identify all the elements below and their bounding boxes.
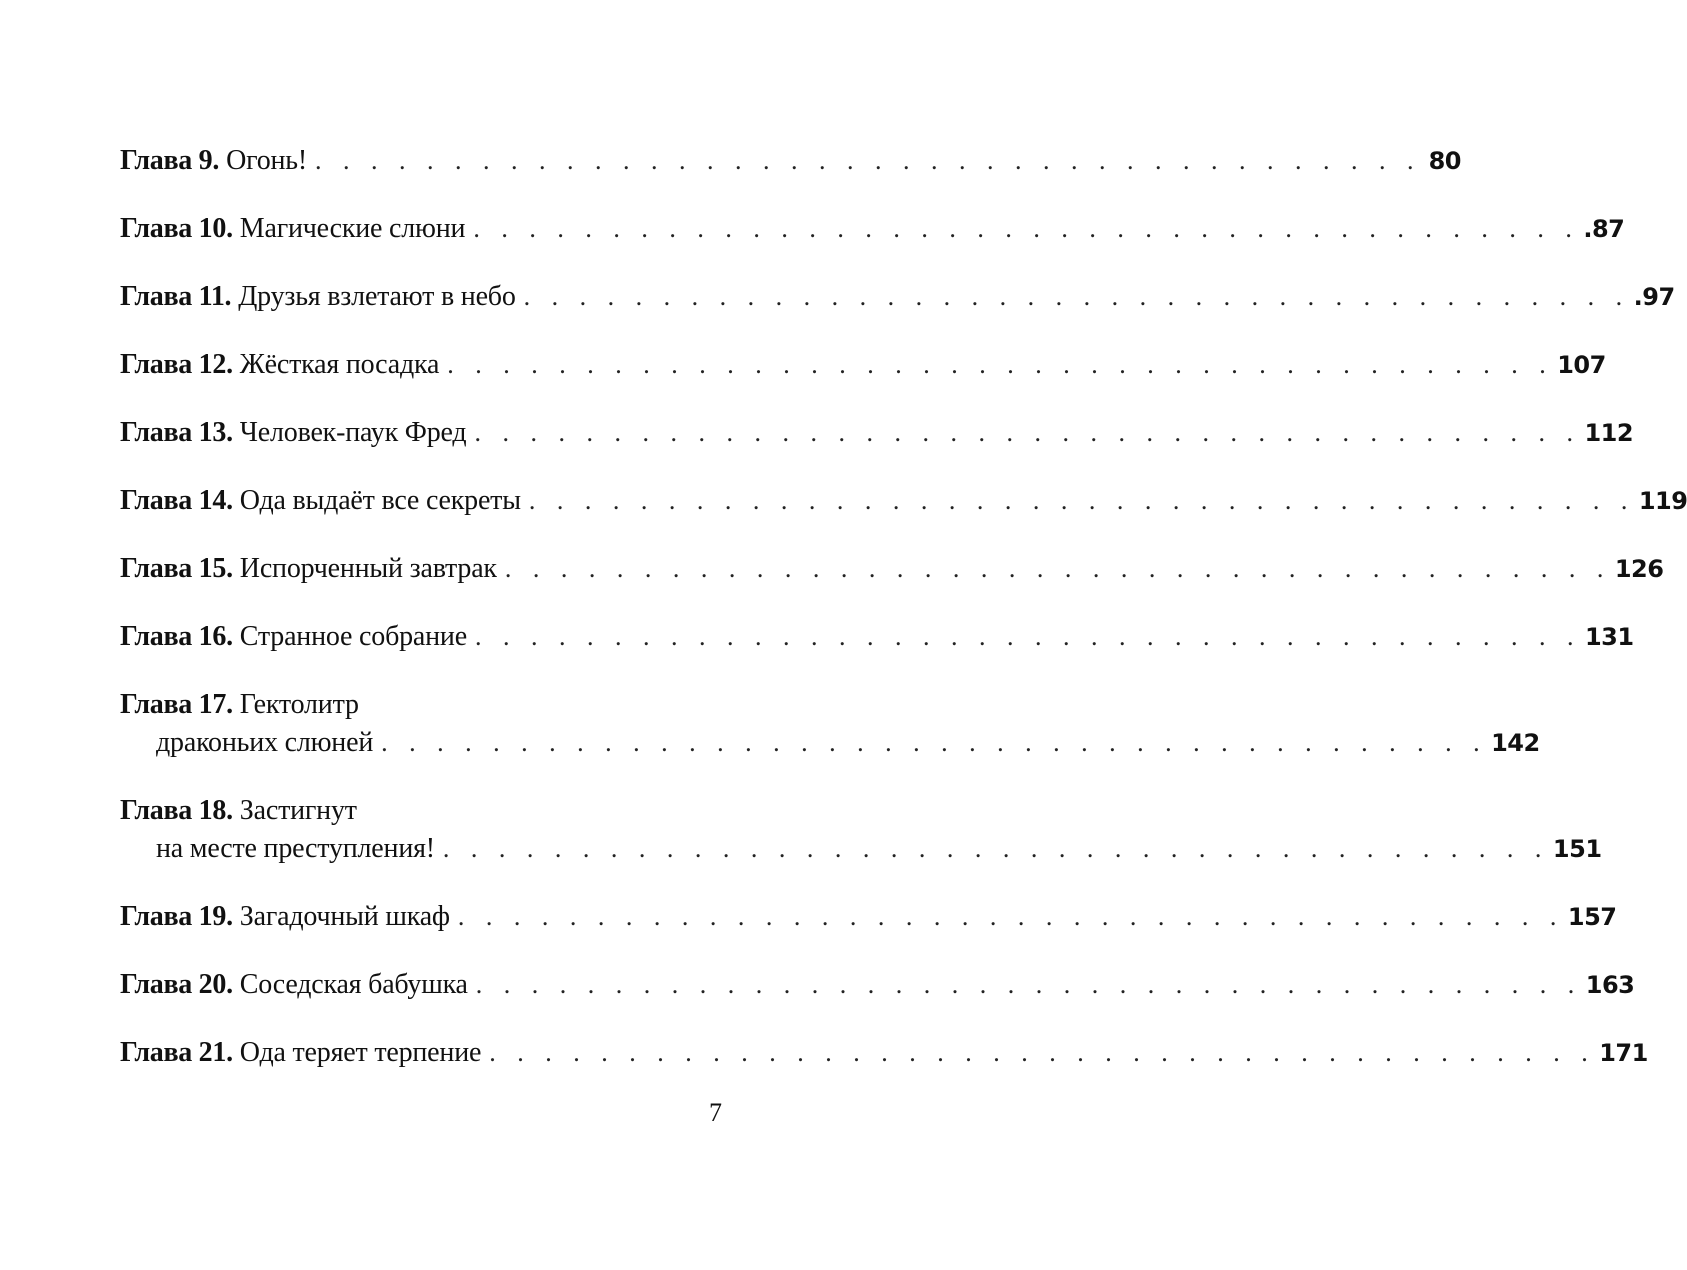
toc-entry <box>120 273 1675 341</box>
toc-line <box>120 409 1634 477</box>
dot-leader: . . . . . . . . . . . . . . . . . . . . . . . . . . . . . . . . . . . . . . . . <box>473 214 1580 243</box>
toc-entry <box>120 787 1602 893</box>
chapter-title: Магические слюни <box>239 213 466 244</box>
toc-line <box>120 613 1634 681</box>
chapter-label: Глава 10. <box>120 213 233 244</box>
dot-leader: . . . . . . . . . . . . . . . . . . . . . . . . . . . . . . . . . . . . . . . . <box>381 728 1488 757</box>
toc-entry <box>120 137 1461 205</box>
chapter-title: Человек-паук Фред <box>239 417 467 448</box>
page-number: 7 <box>709 1098 722 1127</box>
chapter-label: Глава 9. <box>120 145 220 176</box>
dot-leader: . . . . . . . . . . . . . . . . . . . . . . . . . . . . . . . . . . . . . . . . <box>489 1038 1596 1067</box>
chapter-page-number: 171 <box>1599 1039 1648 1067</box>
chapter-page-number: .97 <box>1633 283 1675 311</box>
chapter-label: Глава 21. <box>120 1037 233 1068</box>
toc-line <box>120 719 1540 787</box>
chapter-page-number: 119 <box>1638 487 1687 515</box>
toc-entry <box>120 341 1606 409</box>
toc-line <box>120 477 1687 545</box>
chapter-title: Жёсткая посадка <box>239 349 440 380</box>
toc-entry <box>120 613 1634 681</box>
chapter-page-number: 157 <box>1567 903 1617 931</box>
dot-leader: . . . . . . . . . . . . . . . . . . . . . . . . . . . . . . . . . . . . . . . . <box>528 486 1635 515</box>
chapter-title: драконьих слюней <box>156 727 374 758</box>
dot-leader: . . . . . . . . . . . . . . . . . . . . . . . . . . . . . . . . . . . . . . . . <box>504 554 1611 583</box>
chapter-page-number: 126 <box>1614 555 1664 583</box>
chapter-page-number: 107 <box>1557 351 1606 379</box>
toc-line <box>120 787 727 825</box>
toc-line <box>120 893 1617 961</box>
chapter-label: Глава 11. <box>120 281 232 312</box>
chapter-label: Глава 19. <box>120 901 233 932</box>
toc-entry <box>120 409 1634 477</box>
toc-entry <box>120 545 1664 613</box>
toc-line <box>120 273 1675 341</box>
chapter-label: Глава 13. <box>120 417 233 448</box>
dot-leader: . . . . . . . . . . . . . . . . . . . . . . . . . . . . . . . . . . . . . . . . <box>474 622 1581 651</box>
toc-line <box>120 341 1606 409</box>
dot-leader: . . . . . . . . . . . . . . . . . . . . . . . . . . . . . . . . . . . . . . . . <box>523 282 1630 311</box>
chapter-page-number: 80 <box>1428 147 1461 175</box>
toc-line <box>120 961 1635 1029</box>
toc-line <box>120 545 1664 613</box>
toc-line <box>120 681 727 719</box>
chapter-page-number: 163 <box>1585 971 1635 999</box>
toc-entry <box>120 961 1635 1029</box>
chapter-label: Глава 17. <box>120 689 233 720</box>
chapter-title: Застигнут <box>239 795 357 826</box>
chapter-title: Странное собрание <box>239 621 467 652</box>
dot-leader: . . . . . . . . . . . . . . . . . . . . . . . . . . . . . . . . . . . . . . . . <box>447 350 1554 379</box>
dot-leader: . . . . . . . . . . . . . . . . . . . . . . . . . . . . . . . . . . . . . . . . <box>475 970 1582 999</box>
chapter-title: Огонь! <box>226 145 307 176</box>
dot-leader: . . . . . . . . . . . . . . . . . . . . . . . . . . . . . . . . . . . . . . . . <box>442 834 1549 863</box>
toc-line <box>120 825 1602 893</box>
chapter-title: Соседская бабушка <box>239 969 468 1000</box>
table-of-contents <box>120 137 1687 1097</box>
toc-entry <box>120 681 1540 787</box>
chapter-label: Глава 20. <box>120 969 233 1000</box>
chapter-title: на месте преступления! <box>156 833 435 864</box>
chapter-page-number: 112 <box>1584 419 1634 447</box>
chapter-label: Глава 15. <box>120 553 233 584</box>
toc-line <box>120 1029 1648 1097</box>
chapter-page-number: 151 <box>1552 835 1602 863</box>
chapter-title: Ода теряет терпение <box>239 1037 482 1068</box>
chapter-title: Друзья взлетают в небо <box>238 281 516 312</box>
chapter-title: Гектолитр <box>239 689 359 720</box>
chapter-label: Глава 12. <box>120 349 233 380</box>
toc-entry <box>120 205 1625 273</box>
toc-entry <box>120 1029 1648 1097</box>
chapter-label: Глава 16. <box>120 621 233 652</box>
dot-leader: . . . . . . . . . . . . . . . . . . . . . . . . . . . . . . . . . . . . . . . . <box>474 418 1581 447</box>
toc-entry <box>120 477 1687 545</box>
chapter-page-number: 142 <box>1491 729 1540 757</box>
toc-line <box>120 205 1625 273</box>
dot-leader: . . . . . . . . . . . . . . . . . . . . . . . . . . . . . . . . . . . . . . . . <box>457 902 1564 931</box>
chapter-title: Загадочный шкаф <box>239 901 450 932</box>
chapter-label: Глава 18. <box>120 795 233 826</box>
dot-leader: . . . . . . . . . . . . . . . . . . . . . . . . . . . . . . . . . . . . . . . . <box>314 146 1421 175</box>
toc-entry <box>120 893 1617 961</box>
chapter-page-number: .87 <box>1583 215 1625 243</box>
toc-line <box>120 137 1461 205</box>
chapter-label: Глава 14. <box>120 485 233 516</box>
chapter-title: Ода выдаёт все секреты <box>239 485 521 516</box>
chapter-title: Испорченный завтрак <box>239 553 497 584</box>
chapter-page-number: 131 <box>1584 623 1634 651</box>
